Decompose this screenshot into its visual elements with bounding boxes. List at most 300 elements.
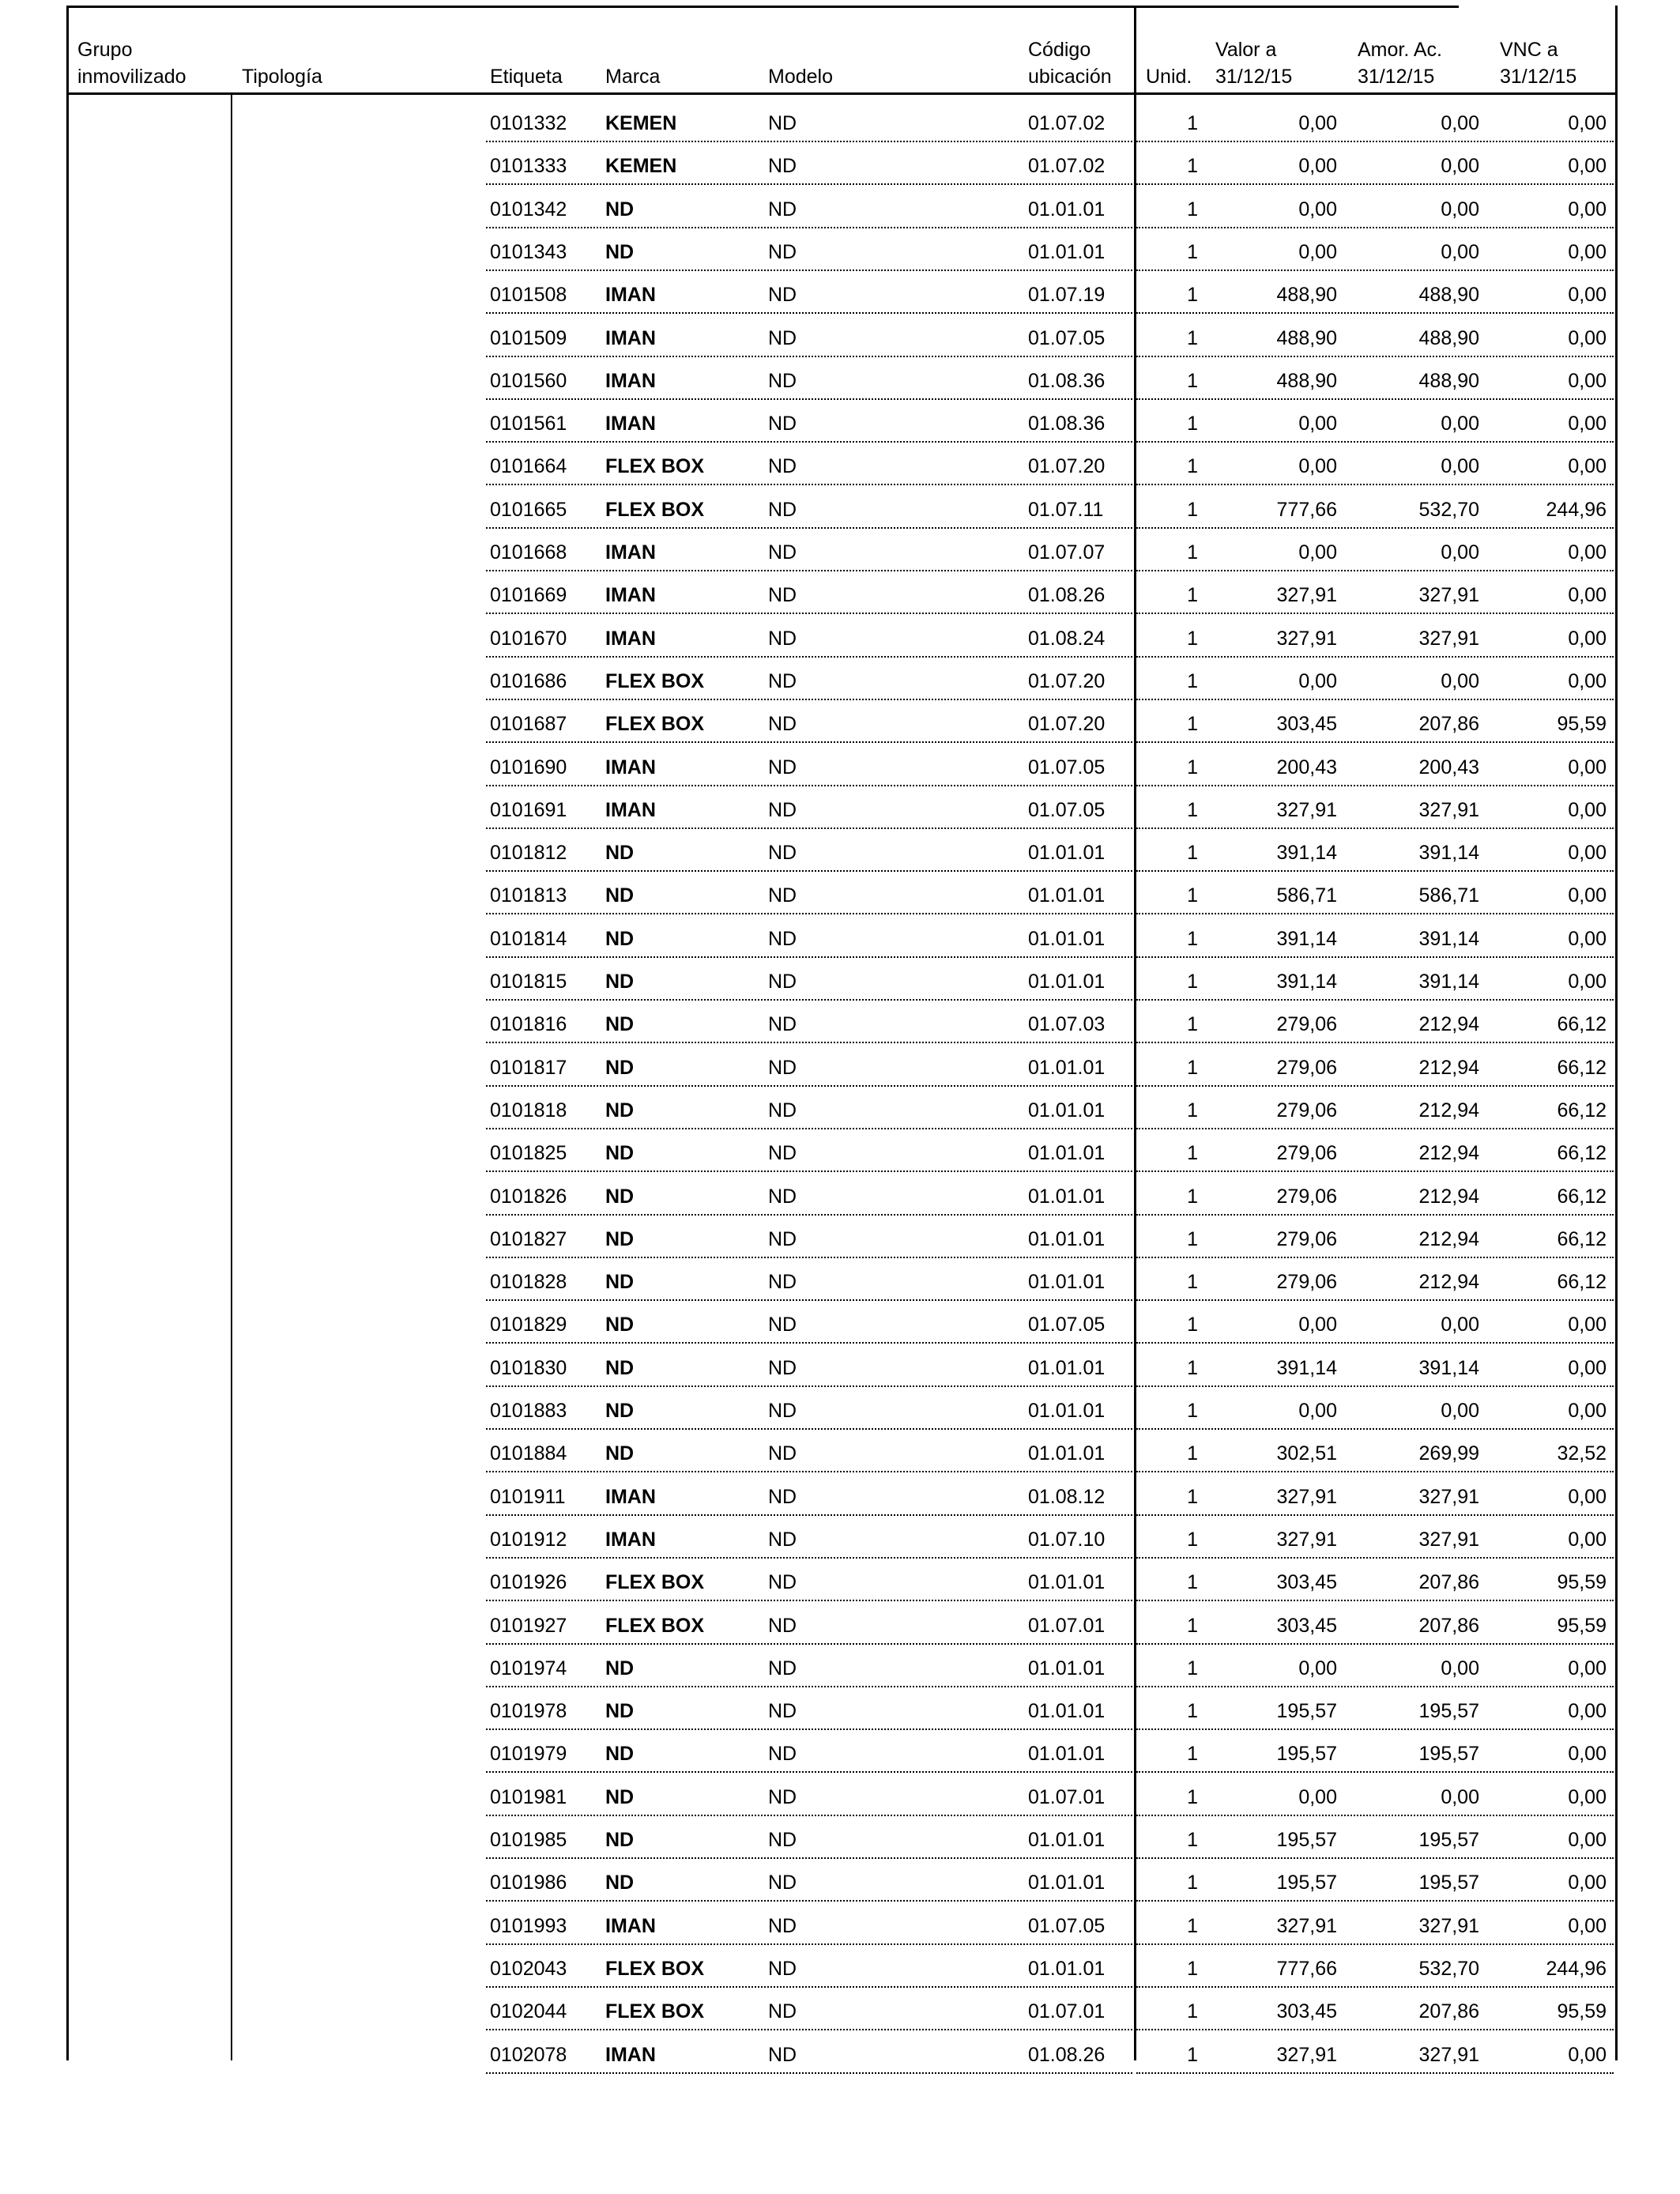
amortizacion-cell: 327,91	[1418, 1528, 1479, 1551]
codigo-ubicacion-cell: 01.07.07	[1028, 541, 1106, 564]
etiqueta-cell: 0101691	[490, 798, 567, 821]
unid-cell: 1	[1187, 1957, 1198, 1980]
marca-cell: IMAN	[605, 413, 656, 435]
etiqueta-cell: 0101993	[490, 1914, 567, 1937]
row-dotted-separator	[1136, 1085, 1614, 1087]
vnc-cell: 0,00	[1568, 284, 1607, 307]
row-dotted-separator	[1136, 1128, 1614, 1129]
table-row	[0, 964, 1680, 1007]
marca-cell: IMAN	[605, 284, 656, 307]
modelo-cell: ND	[768, 498, 797, 521]
modelo-cell: ND	[768, 1829, 797, 1851]
marca-cell: ND	[605, 1356, 635, 1379]
unid-cell: 1	[1187, 1528, 1198, 1551]
row-dotted-separator	[1136, 183, 1614, 185]
codigo-ubicacion-cell: 01.08.36	[1028, 369, 1106, 392]
table-row	[0, 106, 1680, 149]
unid-cell: 1	[1187, 1227, 1198, 1250]
row-dotted-separator	[1136, 999, 1614, 1001]
header-codigo-ubicacion	[1028, 36, 1112, 90]
valor-cell: 488,90	[1276, 326, 1337, 349]
amortizacion-cell: 212,94	[1418, 1099, 1479, 1122]
valor-cell: 488,90	[1276, 284, 1337, 307]
valor-cell: 0,00	[1298, 455, 1337, 478]
marca-cell: IMAN	[605, 326, 656, 349]
unid-cell: 1	[1187, 155, 1198, 178]
marca-cell: ND	[605, 1442, 635, 1465]
valor-cell: 0,00	[1298, 1657, 1337, 1679]
etiqueta-cell: 0101884	[490, 1442, 567, 1465]
table-row	[0, 1050, 1680, 1093]
row-dotted-separator	[1136, 913, 1614, 914]
marca-cell: ND	[605, 1227, 635, 1250]
codigo-ubicacion-cell: 01.01.01	[1028, 1700, 1106, 1723]
modelo-cell: ND	[768, 1099, 797, 1122]
table-row	[0, 1265, 1680, 1307]
etiqueta-cell: 0101690	[490, 756, 567, 778]
etiqueta-cell: 0101815	[490, 971, 567, 993]
modelo-cell: ND	[768, 1657, 797, 1679]
vnc-cell: 0,00	[1568, 1400, 1607, 1422]
etiqueta-cell: 0101986	[490, 1872, 567, 1894]
row-dotted-separator	[486, 270, 1132, 271]
row-dotted-separator	[486, 785, 1132, 786]
row-dotted-separator	[486, 1728, 1132, 1730]
modelo-cell: ND	[768, 155, 797, 178]
amortizacion-cell: 195,57	[1418, 1872, 1479, 1894]
codigo-ubicacion-cell: 01.07.05	[1028, 798, 1106, 821]
amortizacion-cell: 0,00	[1441, 541, 1479, 564]
marca-cell: IMAN	[605, 1914, 656, 1937]
unid-cell: 1	[1187, 713, 1198, 736]
amortizacion-cell: 327,91	[1418, 1914, 1479, 1937]
vnc-cell: 0,00	[1568, 842, 1607, 865]
valor-cell: 303,45	[1276, 2000, 1337, 2023]
etiqueta-cell: 0101985	[490, 1829, 567, 1851]
valor-cell: 586,71	[1276, 884, 1337, 907]
unid-cell: 1	[1187, 1485, 1198, 1508]
valor-cell: 327,91	[1276, 1528, 1337, 1551]
amortizacion-cell: 207,86	[1418, 1571, 1479, 1594]
vnc-cell: 0,00	[1568, 1700, 1607, 1723]
modelo-cell: ND	[768, 884, 797, 907]
amortizacion-cell: 195,57	[1418, 1829, 1479, 1851]
etiqueta-cell: 0101813	[490, 884, 567, 907]
etiqueta-cell: 0101927	[490, 1614, 567, 1637]
codigo-ubicacion-cell: 01.01.01	[1028, 842, 1106, 865]
amortizacion-cell: 0,00	[1441, 155, 1479, 178]
row-dotted-separator	[1136, 1686, 1614, 1687]
modelo-cell: ND	[768, 369, 797, 392]
row-dotted-separator	[486, 956, 1132, 958]
table-row	[0, 321, 1680, 364]
amortizacion-cell: 391,14	[1418, 971, 1479, 993]
unid-cell: 1	[1187, 1872, 1198, 1894]
amortizacion-cell: 0,00	[1441, 240, 1479, 263]
unid-cell: 1	[1187, 413, 1198, 435]
table-row	[0, 192, 1680, 235]
vnc-cell: 0,00	[1568, 584, 1607, 607]
vnc-cell: 0,00	[1568, 1657, 1607, 1679]
codigo-ubicacion-cell: 01.01.01	[1028, 1657, 1106, 1679]
etiqueta-cell: 0101826	[490, 1185, 567, 1208]
valor-cell: 279,06	[1276, 1271, 1337, 1294]
row-dotted-separator	[486, 1299, 1132, 1301]
codigo-ubicacion-cell: 01.01.01	[1028, 1099, 1106, 1122]
row-dotted-separator	[486, 1214, 1132, 1216]
row-dotted-separator	[486, 2072, 1132, 2074]
modelo-cell: ND	[768, 240, 797, 263]
row-dotted-separator	[486, 527, 1132, 529]
etiqueta-cell: 0101686	[490, 669, 567, 692]
etiqueta-cell: 0101560	[490, 369, 567, 392]
vnc-cell: 0,00	[1568, 1872, 1607, 1894]
valor-cell: 279,06	[1276, 1227, 1337, 1250]
codigo-ubicacion-cell: 01.07.20	[1028, 669, 1106, 692]
row-dotted-separator	[1136, 1857, 1614, 1859]
codigo-ubicacion-cell: 01.08.36	[1028, 413, 1106, 435]
marca-cell: ND	[605, 1700, 635, 1723]
vnc-cell: 0,00	[1568, 155, 1607, 178]
table-row	[0, 707, 1680, 749]
unid-cell: 1	[1187, 455, 1198, 478]
etiqueta-cell: 0102044	[490, 2000, 567, 2023]
valor-cell: 391,14	[1276, 1356, 1337, 1379]
modelo-cell: ND	[768, 584, 797, 607]
modelo-cell: ND	[768, 1056, 797, 1079]
table-row	[0, 1608, 1680, 1651]
amortizacion-cell: 212,94	[1418, 1142, 1479, 1165]
row-dotted-separator	[486, 398, 1132, 400]
unid-cell: 1	[1187, 2000, 1198, 2023]
etiqueta-cell: 0101912	[490, 1528, 567, 1551]
row-dotted-separator	[1136, 699, 1614, 700]
amortizacion-cell: 0,00	[1441, 1400, 1479, 1422]
codigo-ubicacion-cell: 01.08.26	[1028, 2043, 1106, 2066]
row-dotted-separator	[486, 656, 1132, 658]
etiqueta-cell: 0101911	[490, 1485, 566, 1508]
amortizacion-cell: 212,94	[1418, 1271, 1479, 1294]
codigo-ubicacion-cell: 01.07.05	[1028, 756, 1106, 778]
row-dotted-separator	[486, 312, 1132, 314]
vnc-cell: 0,00	[1568, 971, 1607, 993]
row-dotted-separator	[1136, 785, 1614, 786]
header-vnc-line2: 31/12/15	[1500, 66, 1577, 88]
modelo-cell: ND	[768, 1185, 797, 1208]
amortizacion-cell: 0,00	[1441, 669, 1479, 692]
modelo-cell: ND	[768, 1957, 797, 1980]
codigo-ubicacion-cell: 01.01.01	[1028, 1957, 1106, 1980]
row-dotted-separator	[486, 1042, 1132, 1043]
vnc-cell: 0,00	[1568, 756, 1607, 778]
vnc-cell: 0,00	[1568, 541, 1607, 564]
amortizacion-cell: 200,43	[1418, 756, 1479, 778]
vnc-cell: 66,12	[1557, 1185, 1607, 1208]
unid-cell: 1	[1187, 927, 1198, 950]
row-dotted-separator	[486, 1128, 1132, 1129]
marca-cell: ND	[605, 198, 635, 221]
header-unid-label: Unid.	[1146, 66, 1192, 88]
row-dotted-separator	[486, 699, 1132, 700]
valor-cell: 0,00	[1298, 669, 1337, 692]
table-row	[0, 2038, 1680, 2080]
vnc-cell: 32,52	[1557, 1442, 1607, 1465]
table-row	[0, 1736, 1680, 1779]
valor-cell: 0,00	[1298, 112, 1337, 134]
vnc-cell: 0,00	[1568, 413, 1607, 435]
codigo-ubicacion-cell: 01.01.01	[1028, 971, 1106, 993]
marca-cell: ND	[605, 1657, 635, 1679]
table-row	[0, 835, 1680, 878]
amortizacion-cell: 0,00	[1441, 1657, 1479, 1679]
unid-cell: 1	[1187, 112, 1198, 134]
table-row	[0, 1136, 1680, 1178]
vnc-cell: 66,12	[1557, 1271, 1607, 1294]
table-row	[0, 364, 1680, 406]
table-row	[0, 1823, 1680, 1865]
row-dotted-separator	[486, 1986, 1132, 1988]
codigo-ubicacion-cell: 01.07.10	[1028, 1528, 1106, 1551]
marca-cell: ND	[605, 971, 635, 993]
row-dotted-separator	[1136, 398, 1614, 400]
row-dotted-separator	[1136, 956, 1614, 958]
vnc-cell: 95,59	[1557, 1571, 1607, 1594]
codigo-ubicacion-cell: 01.01.01	[1028, 1185, 1106, 1208]
valor-cell: 0,00	[1298, 413, 1337, 435]
valor-cell: 0,00	[1298, 1400, 1337, 1422]
amortizacion-cell: 327,91	[1418, 1485, 1479, 1508]
row-dotted-separator	[1136, 1342, 1614, 1344]
etiqueta-cell: 0101508	[490, 284, 567, 307]
unid-cell: 1	[1187, 1914, 1198, 1937]
amortizacion-cell: 0,00	[1441, 413, 1479, 435]
etiqueta-cell: 0101687	[490, 713, 567, 736]
vnc-cell: 0,00	[1568, 1829, 1607, 1851]
row-dotted-separator	[1136, 1771, 1614, 1773]
unid-cell: 1	[1187, 584, 1198, 607]
marca-cell: IMAN	[605, 1528, 656, 1551]
header-marca-label: Marca	[605, 66, 661, 88]
codigo-ubicacion-cell: 01.01.01	[1028, 1829, 1106, 1851]
vnc-cell: 0,00	[1568, 369, 1607, 392]
unid-cell: 1	[1187, 669, 1198, 692]
marca-cell: FLEX BOX	[605, 2000, 705, 2023]
row-dotted-separator	[486, 1771, 1132, 1773]
modelo-cell: ND	[768, 1356, 797, 1379]
unid-cell: 1	[1187, 1829, 1198, 1851]
marca-cell: IMAN	[605, 584, 656, 607]
etiqueta-cell: 0101979	[490, 1743, 567, 1766]
row-dotted-separator	[1136, 741, 1614, 743]
vnc-cell: 0,00	[1568, 1743, 1607, 1766]
marca-cell: ND	[605, 1314, 635, 1336]
header-vnc	[1500, 36, 1576, 90]
codigo-ubicacion-cell: 01.08.26	[1028, 584, 1106, 607]
marca-cell: IMAN	[605, 627, 656, 650]
valor-cell: 327,91	[1276, 584, 1337, 607]
etiqueta-cell: 0101332	[490, 112, 567, 134]
table-row	[0, 1522, 1680, 1565]
codigo-ubicacion-cell: 01.01.01	[1028, 1271, 1106, 1294]
modelo-cell: ND	[768, 1743, 797, 1766]
unid-cell: 1	[1187, 627, 1198, 650]
unid-cell: 1	[1187, 1743, 1198, 1766]
codigo-ubicacion-cell: 01.07.03	[1028, 1013, 1106, 1036]
amortizacion-cell: 532,70	[1418, 498, 1479, 521]
codigo-ubicacion-cell: 01.07.19	[1028, 284, 1106, 307]
row-dotted-separator	[1136, 2029, 1614, 2030]
modelo-cell: ND	[768, 842, 797, 865]
row-dotted-separator	[1136, 141, 1614, 142]
valor-cell: 391,14	[1276, 971, 1337, 993]
table-row	[0, 1436, 1680, 1479]
table-row	[0, 1951, 1680, 1994]
vnc-cell: 95,59	[1557, 713, 1607, 736]
vnc-cell: 66,12	[1557, 1142, 1607, 1165]
amortizacion-cell: 586,71	[1418, 884, 1479, 907]
modelo-cell: ND	[768, 756, 797, 778]
unid-cell: 1	[1187, 284, 1198, 307]
unid-cell: 1	[1187, 1185, 1198, 1208]
etiqueta-cell: 0101668	[490, 541, 567, 564]
header-vnc-line1: VNC a	[1500, 39, 1558, 61]
header-marca	[605, 63, 660, 90]
unid-cell: 1	[1187, 798, 1198, 821]
codigo-ubicacion-cell: 01.07.02	[1028, 112, 1106, 134]
unid-cell: 1	[1187, 1442, 1198, 1465]
unid-cell: 1	[1187, 369, 1198, 392]
valor-cell: 327,91	[1276, 2043, 1337, 2066]
valor-cell: 0,00	[1298, 198, 1337, 221]
table-row	[0, 1393, 1680, 1436]
modelo-cell: ND	[768, 1528, 797, 1551]
etiqueta-cell: 0101664	[490, 455, 567, 478]
valor-cell: 279,06	[1276, 1142, 1337, 1165]
codigo-ubicacion-cell: 01.01.01	[1028, 1571, 1106, 1594]
table-row	[0, 1007, 1680, 1050]
amortizacion-cell: 391,14	[1418, 842, 1479, 865]
valor-cell: 0,00	[1298, 1314, 1337, 1336]
codigo-ubicacion-cell: 01.07.20	[1028, 455, 1106, 478]
modelo-cell: ND	[768, 1442, 797, 1465]
unid-cell: 1	[1187, 1271, 1198, 1294]
unid-cell: 1	[1187, 2043, 1198, 2066]
header-etiqueta-label: Etiqueta	[490, 66, 563, 88]
codigo-ubicacion-cell: 01.01.01	[1028, 1056, 1106, 1079]
row-dotted-separator	[486, 827, 1132, 829]
table-row	[0, 750, 1680, 793]
etiqueta-cell: 0101817	[490, 1056, 567, 1079]
row-dotted-separator	[1136, 1171, 1614, 1172]
row-dotted-separator	[486, 1342, 1132, 1344]
unid-cell: 1	[1187, 198, 1198, 221]
amortizacion-cell: 0,00	[1441, 455, 1479, 478]
row-dotted-separator	[1136, 1385, 1614, 1387]
vnc-cell: 0,00	[1568, 2043, 1607, 2066]
row-dotted-separator	[1136, 2072, 1614, 2074]
etiqueta-cell: 0101670	[490, 627, 567, 650]
modelo-cell: ND	[768, 1485, 797, 1508]
etiqueta-cell: 0101883	[490, 1400, 567, 1422]
codigo-ubicacion-cell: 01.08.24	[1028, 627, 1106, 650]
table-row	[0, 1565, 1680, 1608]
etiqueta-cell: 0101926	[490, 1571, 567, 1594]
table-row	[0, 406, 1680, 449]
row-dotted-separator	[486, 484, 1132, 485]
modelo-cell: ND	[768, 1872, 797, 1894]
vnc-cell: 244,96	[1546, 498, 1607, 521]
header-amortizacion	[1358, 36, 1442, 90]
amortizacion-cell: 327,91	[1418, 584, 1479, 607]
table-row	[0, 878, 1680, 921]
vnc-cell: 0,00	[1568, 1785, 1607, 1808]
header-modelo	[768, 63, 833, 90]
row-dotted-separator	[486, 1171, 1132, 1172]
table-row	[0, 449, 1680, 492]
row-dotted-separator	[486, 2029, 1132, 2030]
amortizacion-cell: 488,90	[1418, 326, 1479, 349]
amortizacion-cell: 195,57	[1418, 1700, 1479, 1723]
row-dotted-separator	[1136, 1557, 1614, 1559]
unid-cell: 1	[1187, 1142, 1198, 1165]
marca-cell: ND	[605, 927, 635, 950]
vnc-cell: 66,12	[1557, 1099, 1607, 1122]
row-dotted-separator	[486, 141, 1132, 142]
table-header	[0, 0, 1680, 93]
header-grupo-line2: inmovilizado	[77, 66, 186, 88]
modelo-cell: ND	[768, 326, 797, 349]
etiqueta-cell: 0101814	[490, 927, 567, 950]
amortizacion-cell: 195,57	[1418, 1743, 1479, 1766]
vnc-cell: 0,00	[1568, 1528, 1607, 1551]
codigo-ubicacion-cell: 01.07.05	[1028, 1314, 1106, 1336]
valor-cell: 303,45	[1276, 1614, 1337, 1637]
unid-cell: 1	[1187, 884, 1198, 907]
valor-cell: 200,43	[1276, 756, 1337, 778]
modelo-cell: ND	[768, 713, 797, 736]
marca-cell: FLEX BOX	[605, 1571, 705, 1594]
vnc-cell: 0,00	[1568, 326, 1607, 349]
marca-cell: FLEX BOX	[605, 455, 705, 478]
codigo-ubicacion-cell: 01.07.01	[1028, 2000, 1106, 2023]
unid-cell: 1	[1187, 1785, 1198, 1808]
row-dotted-separator	[1136, 270, 1614, 271]
vnc-cell: 0,00	[1568, 927, 1607, 950]
row-dotted-separator	[1136, 1986, 1614, 1988]
marca-cell: ND	[605, 1056, 635, 1079]
header-valor-line2: 31/12/15	[1215, 66, 1293, 88]
vnc-cell: 0,00	[1568, 455, 1607, 478]
valor-cell: 195,57	[1276, 1700, 1337, 1723]
row-dotted-separator	[1136, 1299, 1614, 1301]
table-row	[0, 492, 1680, 535]
vnc-cell: 0,00	[1568, 198, 1607, 221]
etiqueta-cell: 0101827	[490, 1227, 567, 1250]
etiqueta-cell: 0101342	[490, 198, 567, 221]
etiqueta-cell: 0101812	[490, 842, 567, 865]
header-grupo-inmovilizado	[77, 36, 186, 90]
valor-cell: 303,45	[1276, 713, 1337, 736]
table-row	[0, 578, 1680, 620]
marca-cell: IMAN	[605, 541, 656, 564]
modelo-cell: ND	[768, 455, 797, 478]
amortizacion-cell: 212,94	[1418, 1013, 1479, 1036]
marca-cell: ND	[605, 1013, 635, 1036]
modelo-cell: ND	[768, 2043, 797, 2066]
vnc-cell: 0,00	[1568, 112, 1607, 134]
codigo-ubicacion-cell: 01.01.01	[1028, 240, 1106, 263]
row-dotted-separator	[486, 1514, 1132, 1516]
